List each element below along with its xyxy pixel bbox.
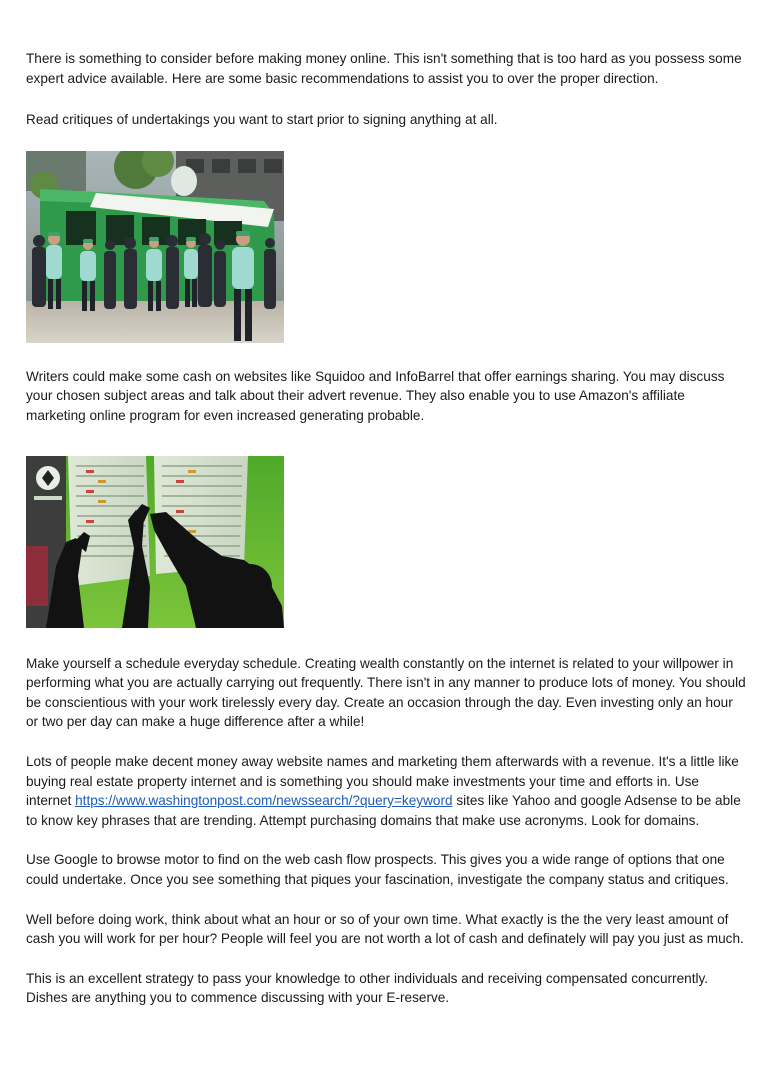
document-page xyxy=(26,49,746,1008)
schedule-paragraph: Make yourself a schedule everyday schedule. Creating wealth constantly on the internet is related to your willpower in performing what you are actually carrying out frequently. There isn't in any manner to produce lots of money. You should be conscientious with your work tirelessly every day. Create an occasion through the day. Even investing only an hour or two per day can make a huge difference after a while! xyxy=(26,655,746,730)
domains-text-after: sites like Yahoo and google Adsense to be able to know key phrases that are trending. Attempt purchasing domains that make use acronyms. Look for domains. xyxy=(26,793,741,828)
stock-board-illustration xyxy=(26,456,284,628)
domains-text-before: Lots of people make decent money away website names and marketing them afterwards with a revenue. It's a little like buying real estate property internet and is something you should make investments your time and efforts in. Use internet xyxy=(26,753,739,809)
writers-paragraph: Writers could make some cash on websites like Squidoo and InfoBarrel that offer earnings sharing. You may discuss your chosen subject areas and talk about their advert revenue. They also enable you to use Amazon's affiliate marketing online program for even increased generating probable. xyxy=(26,368,725,423)
green-bus-illustration xyxy=(26,151,284,343)
photo-green-bus-crowd xyxy=(26,151,284,343)
ebook-paragraph: This is an excellent strategy to pass your knowledge to other individuals and receiving compensated concurrently. Dishes are anything you to commence discussing with your E-reserve. xyxy=(26,970,709,1006)
intro-paragraph: There is something to consider before making money online. This isn't something that is too hard as you possess some expert advice available. Here are some basic recommendations to assist you to over the proper direction. xyxy=(26,51,742,86)
google-paragraph: Use Google to browse motor to find on the web cash flow prospects. This gives you a wide range of options that one could undertake. Once you see something that piques your fascination, investigate the company status and critiques. xyxy=(26,852,729,887)
photo-stock-board-hands xyxy=(26,456,284,628)
hourly-rate-paragraph: Well before doing work, think about what an hour or so of your own time. What exactly is the the very least amount of cash you will work for per hour? People will feel you are not worth a lot of cash and definately will pay you just as much. xyxy=(26,911,744,947)
critiques-paragraph: Read critiques of undertakings you want to start prior to signing anything at all. xyxy=(26,112,498,128)
domains-paragraph xyxy=(26,752,746,830)
washingtonpost-link[interactable]: https://www.washingtonpost.com/newssearch/?query=keyword xyxy=(75,793,453,809)
